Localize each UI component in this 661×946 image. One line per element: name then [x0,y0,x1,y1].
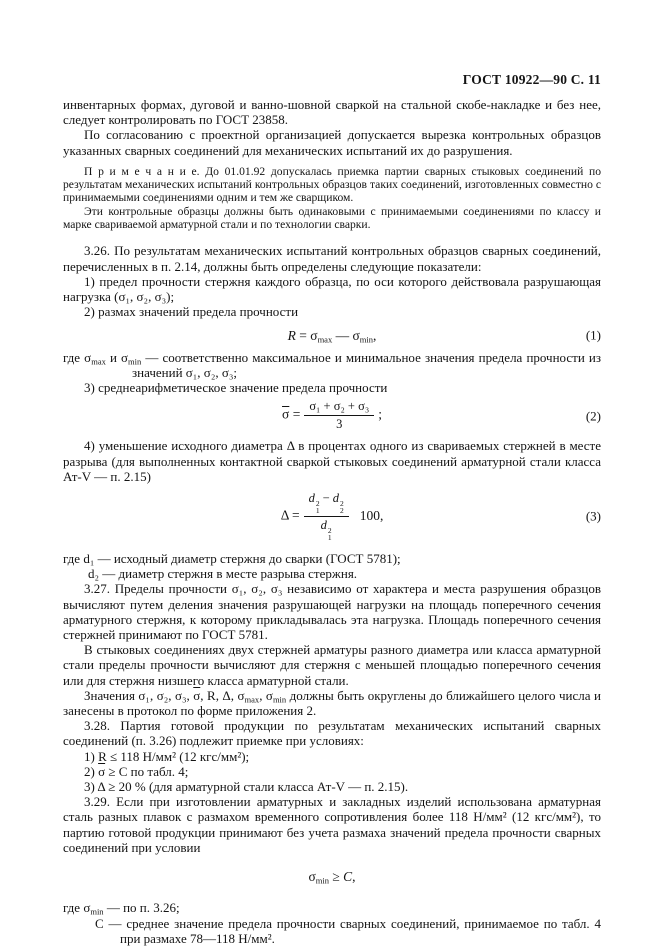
paragraph-approval: По согласованию с проектной организацией допускается вырезка контрольных образцов указанных сварных соединений для механических испытаний их до разрушения. [63,127,601,158]
list-item-3: 3) среднеарифметическое значение предела прочности [84,380,388,396]
condition-1: 1) R ≤ 118 Н/мм² (12 кгс/мм²); [84,748,250,764]
condition-2: 2) $\overline{\sigma} \ge С$ по табл. 4; [84,763,189,779]
formula-3-expression: Δ = d 2 1 − d 2 2 d 2 1 100, [280,490,384,542]
note-paragraph-2: Эти контрольные образцы должны быть одинаковыми с принимаемыми соединениями по классу и марке свариваемой арматурной стали и по технологии сварки. [63,204,601,231]
where-c: С — среднее значение предела прочности сварных соединений, принимаемое по табл. 4 при размахе 78—118 Н/мм². [95,915,601,946]
equation-number-1: (1) [585,327,601,343]
note-paragraph-1: П р и м е ч а н и е. До 01.01.92 допускалась приемка партии сварных стыковых соединений по результатам механических испытаний контрольных образцов таких соединений, изготовленных совместно с принимаемыми соединениями одним и тем же сварщиком. [63,164,601,205]
formula-sigma-min [63,868,601,884]
list-item-1: 1) предел прочности стержня каждого образца, по оси которого действовала разрушающая нагрузка (σ₁, σ₂, σ₃); [63,273,601,304]
clause-3-27-butt-joints: В стыковых соединениях двух стержней арматуры разного диаметра или класса арматурной стали пределы прочности вычисляют для стержня с меньшей площадью поперечного сечения или для стержня низшего класса арматурной стали. [63,642,601,688]
paragraph-intro-continuation: инвентарных формах, дуговой и ванно-шовной сваркой на стальной скобе-накладке и без нее, следует контролировать по ГОСТ 23858. [63,97,601,128]
clause-3-27-rounding: Значения σ₁, σ₂, σ₃, $\overline{\sigma}$, R, Δ, $\sigma_{max}$, $\sigma_{min}$ должны быть округлены до ближайшего целого числа и занесены в протокол по форме приложения 2. [63,687,601,718]
page-content [63,72,601,946]
where-d1: где d₁ — исходный диаметр стержня до сварки (ГОСТ 5781); [63,550,401,566]
formula-1 [63,326,601,345]
where-sigma-min: где $\sigma_{min}$ — по п. 3.26; [63,900,180,917]
clause-3-27: 3.27. Пределы прочности σ₁, σ₂, σ₃ независимо от характера и места разрушения образцов вычисляют путем деления значения разрушающей нагрузки на площадь поперечного сечения арматурного стержня, к которому прикладывалась эта нагрузка. Площадь поперечного сечения стержней принимают по ГОСТ 5781. [63,581,601,642]
list-item-4: 4) уменьшение исходного диаметра Δ в процентах одного из свариваемых стержней в месте разрыва (для выполненных контактной сваркой стыковых соединений арматурной стали класса Ат-V — п. 2.15) [63,438,601,484]
condition-3: 3) Δ ≥ 20 % (для арматурной стали класса Ат-V — п. 2.15). [84,778,409,794]
where-d2: d₂ — диаметр стержня в месте разрыва стержня. [88,566,358,582]
formula-sigma-min-expression: $\sigma_{min} \ge С$, [308,869,356,886]
formula-2-expression: $\overline{\sigma}$ = $\frac{\text{σ₁ + σ₂ + σ₃}}{3}$ ; [282,399,382,432]
formula-2 [63,400,601,431]
clause-3-26: 3.26. По результатам механических испытаний контрольных образцов сварных соединений, перечисленных в п. 2.14, должны быть определены следующие показатели: [63,243,601,274]
where-sigma-max-min: где $\sigma_{max}$ и $\sigma_{min}$ — соответственно максимальное и минимальное значения предела прочности из значений σ₁, σ₂, σ₃; [63,349,601,380]
equation-number-3: (3) [585,508,601,524]
clause-3-28: 3.28. Партия готовой продукции по результатам механических испытаний сварных соединений (п. 3.26) подлежит приемке при условиях: [63,718,601,749]
clause-3-29: 3.29. Если при изготовлении арматурных и закладных изделий использована арматурная сталь разных плавок с размахом временного сопротивления более 118 Н/мм² (12 кгс/мм²), то партию готовой продукции принимают без учета размаха значений предела прочности сварных соединений при условии [63,794,601,855]
formula-3 [63,492,601,541]
list-item-2: 2) размах значений предела прочности [84,304,299,320]
formula-1-expression: $R = \sigma_{max}$ — $\sigma_{min}$, [287,327,377,345]
equation-number-2: (2) [585,408,601,424]
page-header: ГОСТ 10922—90 С. 11 [462,72,601,87]
